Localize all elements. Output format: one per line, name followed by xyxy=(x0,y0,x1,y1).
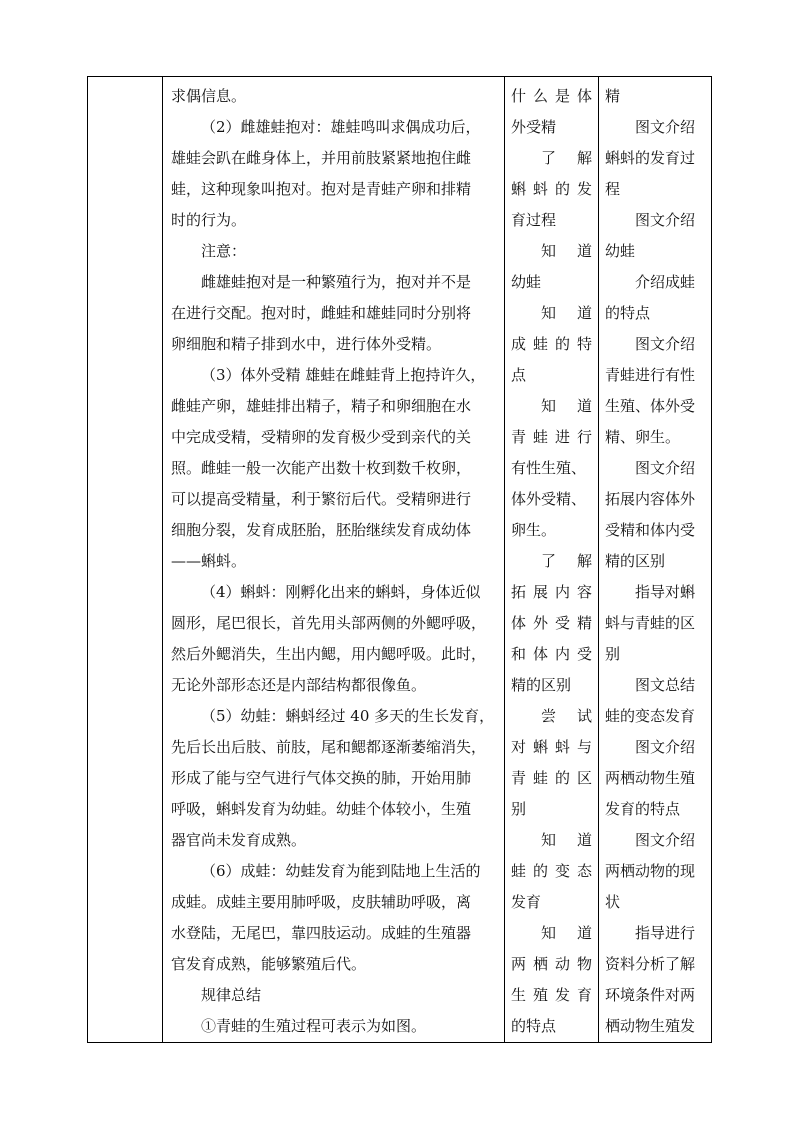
content-text-block xyxy=(163,77,504,1042)
student-activity-line: 尝 试 xyxy=(541,707,592,725)
teacher-activity-line: 的特点 xyxy=(605,304,651,322)
content-line: ①青蛙的生殖过程可表示为如图。 xyxy=(201,1017,427,1035)
content-column-cell xyxy=(163,77,505,1043)
student-activity-line: 别 xyxy=(511,800,527,818)
student-activity-line: 知 道 xyxy=(541,242,592,260)
content-line: 雄蛙会趴在雌身体上，并用前肢紧紧地抱住雌 xyxy=(171,149,472,167)
content-line: 卵细胞和精子排到水中，进行体外受精。 xyxy=(171,335,442,353)
content-line: 求偶信息。 xyxy=(171,87,247,105)
content-line: 细胞分裂，发育成胚胎，胚胎继续发育成幼体 xyxy=(171,521,472,539)
student-activity-line: 知 道 xyxy=(541,924,592,942)
teacher-activity-line: 蛙的变态发育 xyxy=(605,707,696,725)
content-line: （4）蝌蚪：刚孵化出来的蝌蚪，身体近似 xyxy=(201,583,481,601)
content-line: 蛙，这种现象叫抱对。抱对是青蛙产卵和排精 xyxy=(171,180,472,198)
content-line: 成蛙。成蛙主要用肺呼吸，皮肤辅助呼吸，离 xyxy=(171,893,472,911)
student-activity-cell xyxy=(505,77,599,1043)
content-line: 照。雌蛙一般一次能产出数十枚到数千枚卵， xyxy=(171,459,472,477)
teacher-activity-line: 青蛙进行有性 xyxy=(605,366,696,384)
teacher-activity-line: 两栖动物生殖 xyxy=(605,769,696,787)
student-activity-line: 拓展内容 xyxy=(511,583,592,601)
student-activity-line: 什么是体 xyxy=(511,87,592,105)
teacher-activity-line: 介绍成蛙 xyxy=(635,273,696,291)
student-activity-line: 生殖发育 xyxy=(511,986,592,1004)
teacher-activity-line: 别 xyxy=(605,645,621,663)
teacher-activity-line: 图文介绍 xyxy=(635,211,696,229)
teacher-activity-line: 程 xyxy=(605,180,621,198)
content-line: 雌雄蛙抱对是一种繁殖行为，抱对并不是 xyxy=(201,273,472,291)
teacher-activity-line: 图文介绍 xyxy=(635,831,696,849)
teacher-activity-line: 精 xyxy=(605,87,621,105)
content-line: 中完成受精，受精卵的发育极少受到亲代的关 xyxy=(171,428,472,446)
teacher-activity-line: 生殖、体外受 xyxy=(605,397,696,415)
student-activity-line: 成蛙的特 xyxy=(511,335,592,353)
teacher-activity-line: 图文介绍 xyxy=(635,459,696,477)
teacher-activity-line: 蚪与青蛙的区 xyxy=(605,614,696,632)
student-activity-line: 对蝌蚪与 xyxy=(511,738,592,756)
student-activity-line: 了 解 xyxy=(541,149,592,167)
student-activity-line: 青蛙进行 xyxy=(511,428,592,446)
teacher-activity-line: 拓展内容体外 xyxy=(605,490,696,508)
content-line: 然后外鳃消失，生出内鳃，用内鳃呼吸。此时， xyxy=(171,645,487,663)
student-activity-line: 蝌蚪的发 xyxy=(511,180,592,198)
teacher-activity-line: 状 xyxy=(605,893,621,911)
lesson-plan-table xyxy=(87,76,712,1043)
teacher-activity-line: 指导对蝌 xyxy=(635,583,696,601)
content-line: 呼吸，蝌蚪发育为幼蛙。幼蛙个体较小，生殖 xyxy=(171,800,472,818)
content-line: 可以提高受精量，利于繁衍后代。受精卵进行 xyxy=(171,490,472,508)
student-activity-line: 体外受精 xyxy=(511,614,592,632)
teacher-activity-line: 指导进行 xyxy=(635,924,696,942)
teacher-activity-line: 发育的特点 xyxy=(605,800,681,818)
student-activity-line: 精的区别 xyxy=(511,676,572,694)
student-activity-line: 两栖动物 xyxy=(511,955,592,973)
content-line: 雌蛙产卵，雄蛙排出精子，精子和卵细胞在水 xyxy=(171,397,472,415)
content-line: （2）雌雄蛙抱对：雄蛙鸣叫求偶成功后， xyxy=(201,118,481,136)
teacher-activity-line: 环境条件对两 xyxy=(605,986,696,1004)
content-line: 圆形，尾巴很长，首先用头部两侧的外鳃呼吸， xyxy=(171,614,487,632)
content-line: （6）成蛙：幼蛙发育为能到陆地上生活的 xyxy=(201,862,481,880)
teacher-activity-line: 栖动物生殖发 xyxy=(605,1017,696,1035)
student-activity-line: 蛙的变态 xyxy=(511,862,592,880)
content-line: 器官尚未发育成熟。 xyxy=(171,831,307,849)
teacher-activity-cell xyxy=(599,77,712,1043)
table-row xyxy=(88,77,712,1043)
teacher-activity-line: 图文介绍 xyxy=(635,118,696,136)
teacher-activity-line: 幼蛙 xyxy=(605,242,636,260)
stage-column-cell xyxy=(88,77,163,1043)
content-line: 时的行为。 xyxy=(171,211,247,229)
teacher-activity-line: 两栖动物的现 xyxy=(605,862,696,880)
student-activity-line: 了 解 xyxy=(541,552,592,570)
student-activity-line: 的特点 xyxy=(511,1017,557,1035)
teacher-activity-line: 图文总结 xyxy=(635,676,696,694)
student-activity-line: 体外受精、 xyxy=(511,490,587,508)
content-line: ——蝌蚪。 xyxy=(171,552,247,570)
content-line: 水登陆，无尾巴，靠四肢运动。成蛙的生殖器 xyxy=(171,924,472,942)
content-line: 先后长出后肢、前肢，尾和鳃都逐渐萎缩消失， xyxy=(171,738,487,756)
teacher-activity-line: 精的区别 xyxy=(605,552,666,570)
content-line: 在进行交配。抱对时，雌蛙和雄蛙同时分别将 xyxy=(171,304,472,322)
teacher-activity-line: 精、卵生。 xyxy=(605,428,681,446)
content-line: 注意： xyxy=(201,242,247,260)
teacher-activity-line: 图文介绍 xyxy=(635,335,696,353)
teacher-activity-line: 受精和体内受 xyxy=(605,521,696,539)
student-activity-line: 卵生。 xyxy=(511,521,557,539)
content-line: （5）幼蛙：蝌蚪经过 40 多天的生长发育， xyxy=(201,707,495,725)
student-activity-line: 点 xyxy=(511,366,527,384)
student-activity-line: 外受精 xyxy=(511,118,557,136)
teacher-activity-text-block xyxy=(599,77,711,1042)
content-line: （3）体外受精 雄蛙在雌蛙背上抱持许久， xyxy=(201,366,486,384)
student-activity-line: 知 道 xyxy=(541,831,592,849)
student-activity-line: 知 道 xyxy=(541,397,592,415)
content-line: 形成了能与空气进行气体交换的肺，开始用肺 xyxy=(171,769,472,787)
teacher-activity-line: 资料分析了解 xyxy=(605,955,696,973)
teacher-activity-line: 图文介绍 xyxy=(635,738,696,756)
student-activity-line: 育过程 xyxy=(511,211,557,229)
content-line: 无论外部形态还是内部结构都很像鱼。 xyxy=(171,676,427,694)
student-activity-line: 幼蛙 xyxy=(511,273,542,291)
student-activity-line: 知 道 xyxy=(541,304,592,322)
student-activity-line: 有性生殖、 xyxy=(511,459,587,477)
student-activity-text-block xyxy=(505,77,598,1042)
content-line: 官发育成熟，能够繁殖后代。 xyxy=(171,955,367,973)
content-line: 规律总结 xyxy=(201,986,262,1004)
student-activity-line: 和体内受 xyxy=(511,645,592,663)
student-activity-line: 发育 xyxy=(511,893,542,911)
student-activity-line: 青蛙的区 xyxy=(511,769,592,787)
teacher-activity-line: 蝌蚪的发育过 xyxy=(605,149,696,167)
